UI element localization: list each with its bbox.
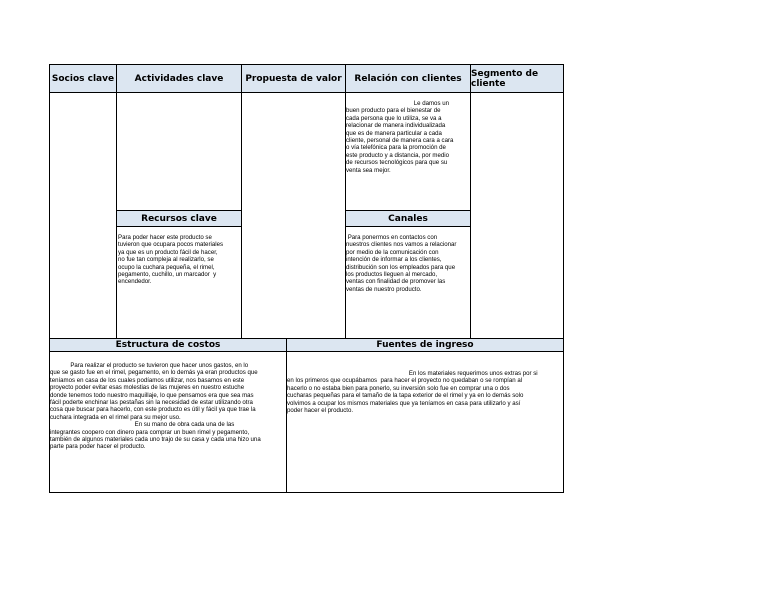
canales-text: Para ponermos en contactos con nuestros clientes nos vamos a relacionar por medio de la comunicación con intención de informar a los clientes, distribución son los empleados para que los productos lleguen al mercado, ventas con finalidad de promover las ventas de nuestro producto. [346, 234, 457, 293]
header-fuentes-de-ingreso: Fuentes de ingreso [286, 338, 564, 352]
header-segmento-de-cliente: Segmento de cliente [470, 64, 564, 93]
header-actividades-clave: Actividades clave [116, 64, 242, 93]
header-socios-clave: Socios clave [49, 64, 117, 93]
estructura-de-costos-text: Para realizar el producto se tuvieron que hacer unos gastos, en lo que se gasto fue en el rimel, pegamento, en lo demás ya eran productos que teníamos en casa de los cuales podíamos utilizar, nos basamos en este proyecto poder evitar esas molestias de las mujeres en nuestro estuche donde tenemos todo nuestro maquillaje, lo que pensamos era que sea mas fácil poderte enchinar las pestañas sin la necesidad de estar utilizando otra cosa que buscar para hacerlo, con este producto es útil y fácil ya que trae la cuchara integrada en el rimel para su mejor uso. En su mano de obra cada una de las integrantes coopero con dinero para comprar un buen rimel y pegamento, también de algunos materiales cada uno trajo de su casa y cada una hizo una parte para poder hacer el producto. [50, 362, 261, 451]
header-canales: Canales [345, 210, 471, 227]
actividades-clave-box [116, 92, 242, 211]
recursos-clave-text: Para poder hacer este producto se tuvieron que ocupara pocos materiales ya que es un producto fácil de hacer, no fue tan compleja al realizarlo, se ocupo la cuchara pequeña, el rimel, pegamento, cuchillo, un marcador y encendedor. [118, 234, 224, 286]
propuesta-de-valor-box [241, 92, 346, 339]
header-recursos-clave: Recursos clave [116, 210, 242, 227]
fuentes-de-ingreso-text: En los materiales requerimos unos extras por si en los primeros que ocupábamos para hacer el proyecto no quedaban o se rompían al hacerlo o no estaba bien para ponerlo, su inversión solo fue en comprar una o dos cucharas pequeñas para el tamaño de la tapa exterior de el rimel y ya en lo demás solo volvimos a ocupar los mismos materiales que ya teníamos en casa para utilizarlo y así poder hacer el producto. [287, 370, 538, 415]
segmento-de-cliente-box [470, 92, 564, 339]
relacion-con-clientes-text: Le damos un buen producto para el bienestar de cada persona que lo utiliza, se va a relacionar de manera individualizada que es de manera particular a cada cliente, personal de manera cara a cara o vía telefónica para la promoción de este producto y a distancia, por medio de recursos tecnológicos para que su venta sea mejor. [346, 100, 454, 174]
header-relacion-con-clientes: Relación con clientes [345, 64, 471, 93]
header-estructura-de-costos: Estructura de costos [49, 338, 287, 352]
socios-clave-box [49, 92, 117, 339]
header-propuesta-de-valor: Propuesta de valor [241, 64, 346, 93]
